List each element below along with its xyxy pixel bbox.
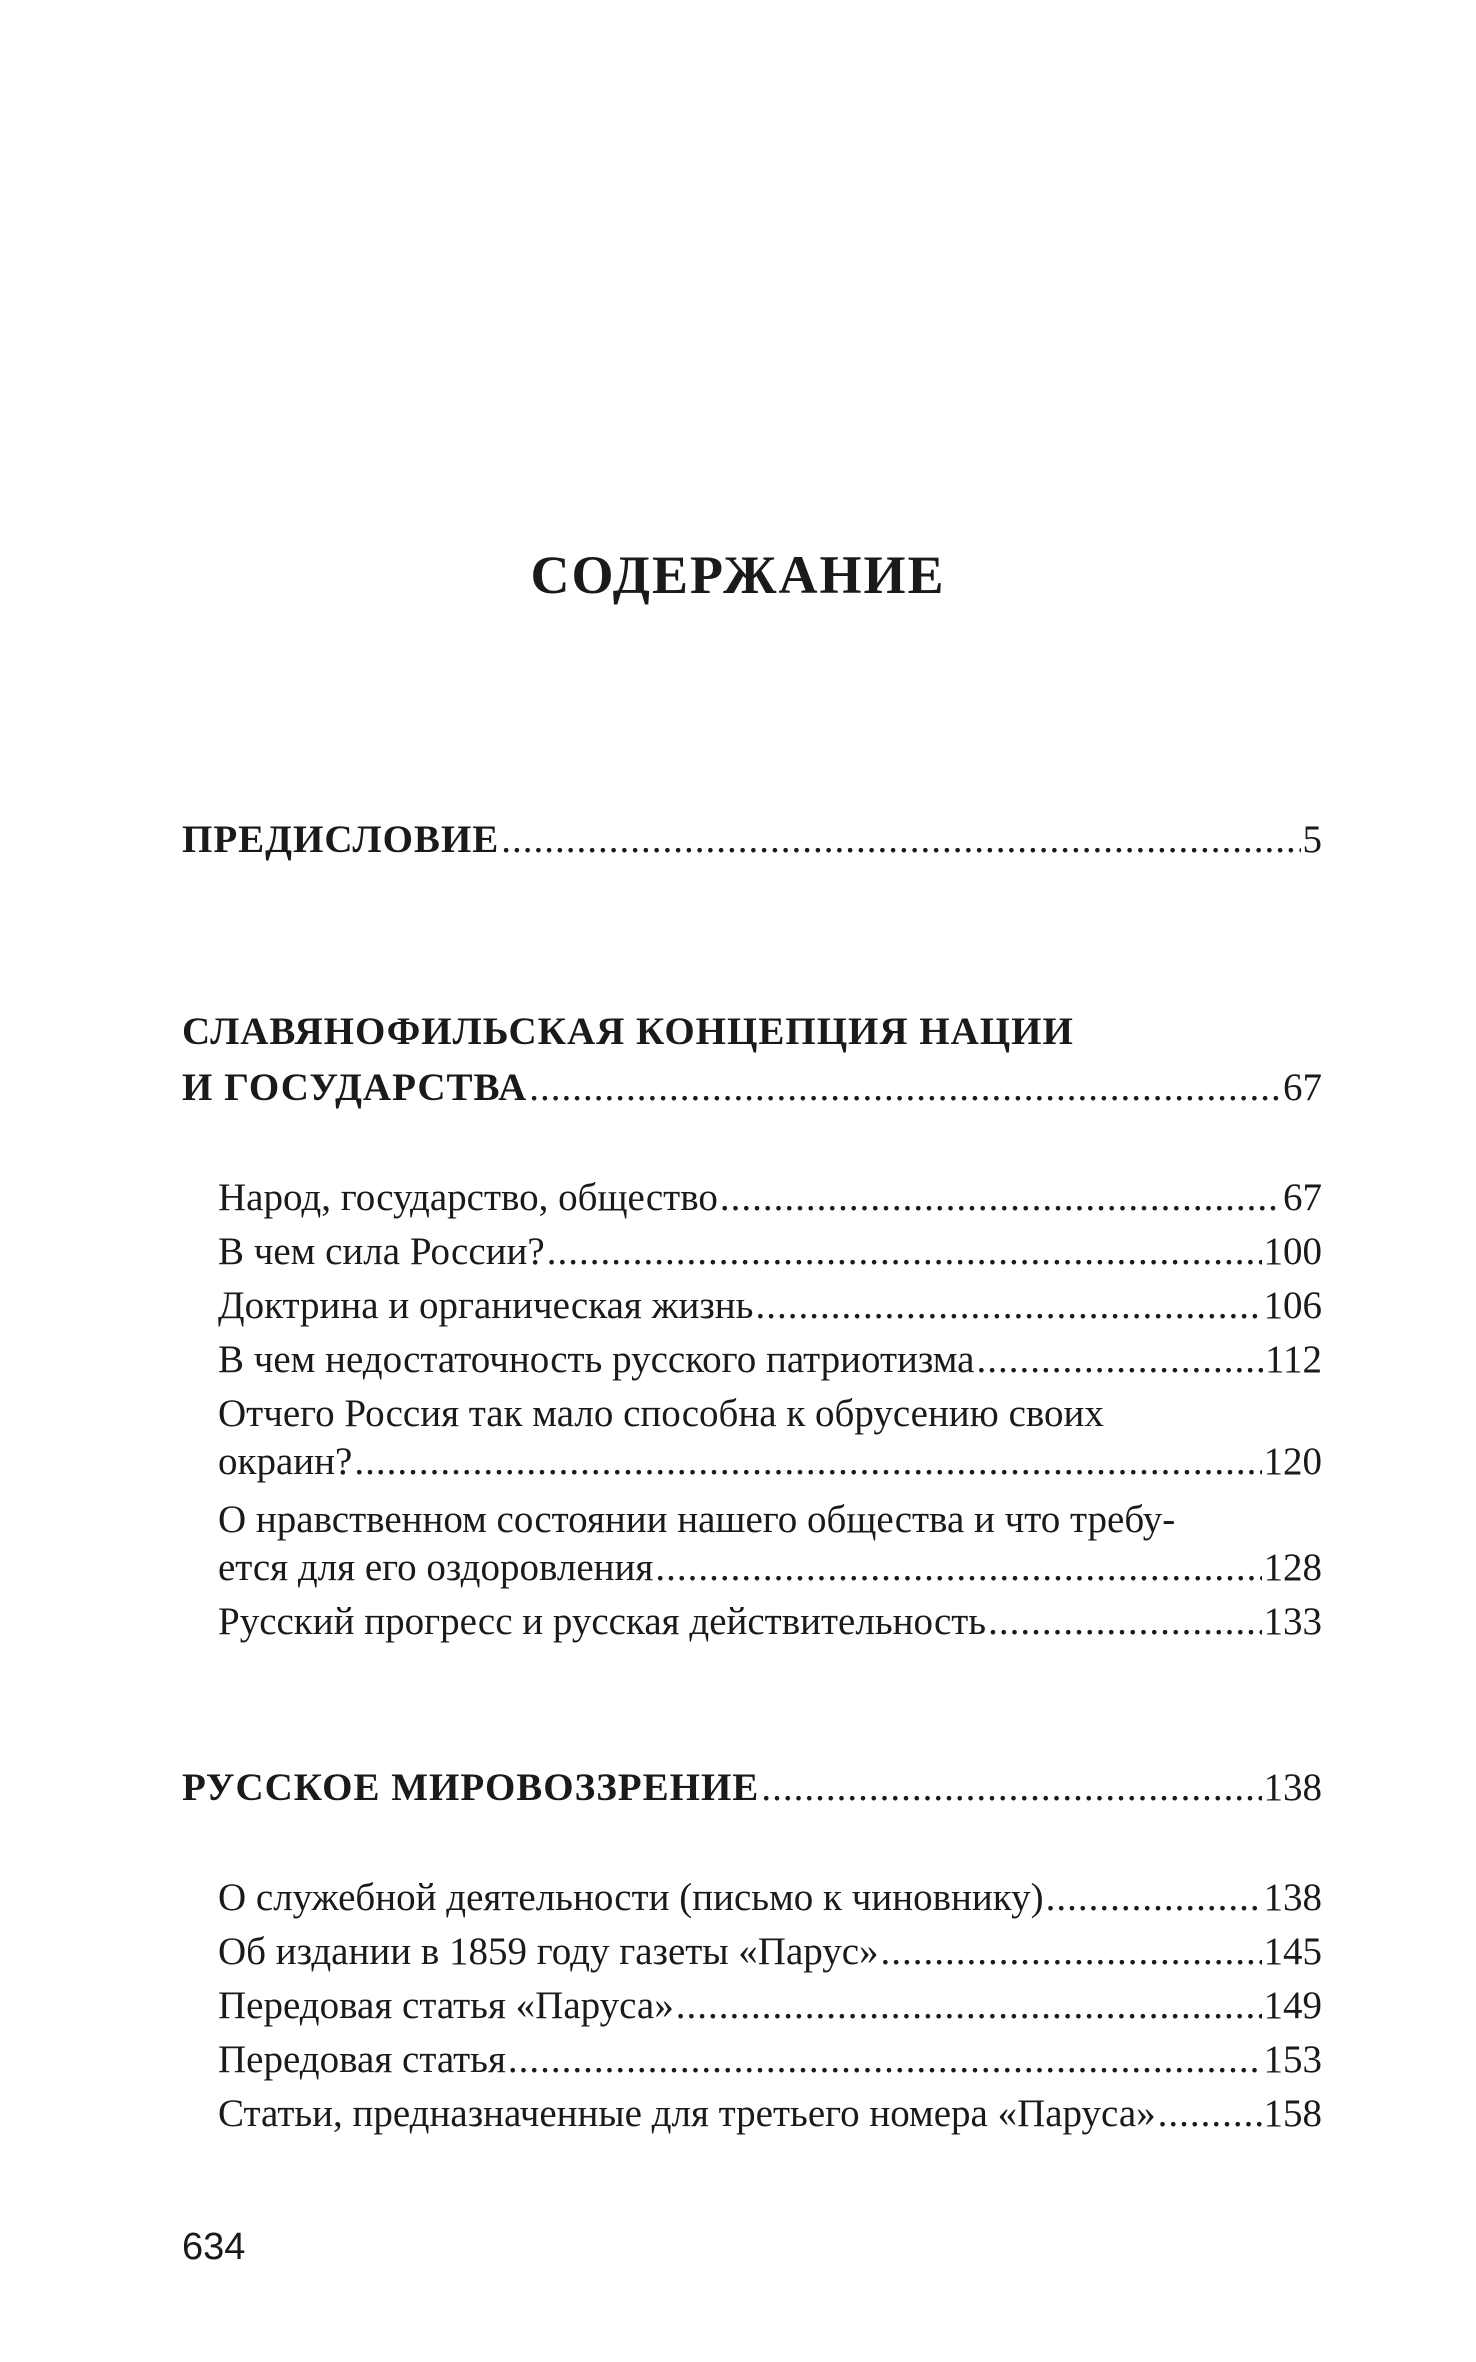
toc-item-title: Об издании в 1859 году газеты «Парус» — [218, 1930, 879, 1973]
dot-leader — [881, 1928, 1262, 1976]
dot-leader — [529, 1064, 1281, 1112]
toc-item-title: В чем недостаточность русского патриотизма — [218, 1338, 975, 1381]
toc-item[interactable] — [218, 1174, 1322, 1222]
toc-page-number: 133 — [1263, 1600, 1322, 1643]
toc-item-title: Статьи, предназначенные для третьего номера «Паруса» — [218, 2092, 1156, 2135]
toc-item-title: Доктрина и органическая жизнь — [218, 1284, 754, 1327]
toc-item[interactable] — [218, 1336, 1322, 1384]
toc-page-number: 138 — [1263, 1876, 1322, 1919]
toc-item[interactable] — [218, 1282, 1322, 1330]
toc-item[interactable] — [218, 2090, 1322, 2138]
toc-page-number: 145 — [1263, 1930, 1322, 1973]
toc-section-slavophile-concept[interactable] — [182, 1008, 1322, 1112]
toc-page-number: 128 — [1263, 1546, 1322, 1589]
dot-leader — [547, 1228, 1262, 1276]
toc-page-number: 106 — [1263, 1284, 1322, 1327]
dot-leader — [354, 1438, 1261, 1486]
toc-item-title-continued: ется для его оздоровления — [218, 1546, 654, 1589]
toc-section-russian-worldview[interactable] — [182, 1764, 1322, 1812]
toc-page-number: 67 — [1283, 1176, 1322, 1219]
toc-item-title: Русский прогресс и русская действительность — [218, 1600, 987, 1643]
dot-leader — [761, 1764, 1261, 1812]
dot-leader — [720, 1174, 1281, 1222]
toc-item[interactable] — [218, 2036, 1322, 2084]
toc-page-number: 158 — [1263, 2092, 1322, 2135]
toc-section-title: ПРЕДИСЛОВИЕ — [182, 818, 500, 861]
toc-page-number: 5 — [1302, 818, 1322, 861]
toc-page-number: 100 — [1263, 1230, 1322, 1273]
toc-item[interactable] — [218, 1874, 1322, 1922]
dot-leader — [988, 1598, 1261, 1646]
toc-section-title-continued: И ГОСУДАРСТВА — [182, 1066, 528, 1109]
dot-leader — [976, 1336, 1262, 1384]
dot-leader — [1046, 1874, 1262, 1922]
toc-item-title: Отчего Россия так мало способна к обрусению своих — [218, 1392, 1104, 1435]
toc-page-number: 149 — [1263, 1984, 1322, 2027]
toc-page-number: 153 — [1263, 2038, 1322, 2081]
dot-leader — [655, 1544, 1261, 1592]
dot-leader — [501, 816, 1300, 864]
toc-item[interactable] — [218, 1390, 1322, 1486]
toc-item[interactable] — [218, 1496, 1322, 1592]
page-number: 634 — [182, 2226, 246, 2268]
dot-leader — [676, 1982, 1262, 2030]
toc-item[interactable] — [218, 1598, 1322, 1646]
page-title: СОДЕРЖАНИЕ — [530, 545, 946, 605]
toc-page-number: 138 — [1263, 1766, 1322, 1809]
toc-item[interactable] — [218, 1928, 1322, 1976]
toc-item[interactable] — [218, 1982, 1322, 2030]
toc-section-title: РУССКОЕ МИРОВОЗЗРЕНИЕ — [182, 1766, 760, 1809]
dot-leader — [755, 1282, 1261, 1330]
toc-page-number: 67 — [1283, 1066, 1322, 1109]
toc-item-title: Передовая статья «Паруса» — [218, 1984, 674, 2027]
toc-section-preface[interactable] — [182, 816, 1322, 864]
toc-item-title: О нравственном состоянии нашего общества и что требу- — [218, 1498, 1176, 1541]
toc-item-title: Передовая статья — [218, 2038, 506, 2081]
toc-page-number: 112 — [1264, 1338, 1322, 1381]
toc-item-title: О служебной деятельности (письмо к чиновнику) — [218, 1876, 1044, 1919]
toc-section-title: СЛАВЯНОФИЛЬСКАЯ КОНЦЕПЦИЯ НАЦИИ — [182, 1010, 1074, 1053]
toc-page-number: 120 — [1263, 1440, 1322, 1483]
dot-leader — [508, 2036, 1262, 2084]
toc-item-title: В чем сила России? — [218, 1230, 545, 1273]
toc-item-title-continued: окраин? — [218, 1440, 353, 1483]
toc-item[interactable] — [218, 1228, 1322, 1276]
dot-leader — [1158, 2090, 1262, 2138]
toc-item-title: Народ, государство, общество — [218, 1176, 718, 1219]
